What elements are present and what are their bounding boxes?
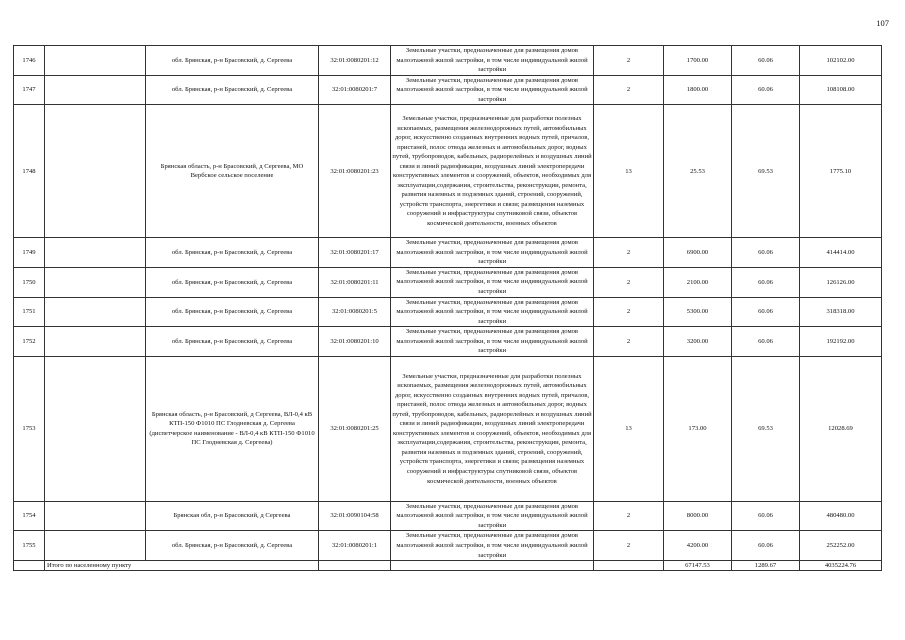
row-number-cell: 1753 — [14, 356, 45, 501]
land-use-cell: Земельные участки, предназначенные для размещения домов малоэтажной жилой застройки, в том числе индивидуальной жилой застройки — [391, 531, 594, 561]
total-value-cell: 4035224.76 — [800, 561, 882, 571]
cadastral-number-cell: 32:01:0080201:23 — [319, 105, 391, 238]
blank-cell — [45, 267, 146, 297]
rate-cell: 60.06 — [732, 238, 800, 268]
blank-cell — [45, 75, 146, 105]
cadastral-value-cell: 12028.69 — [800, 356, 882, 501]
address-cell: обл. Брянская, р-н Брасовский, д. Сергеева — [146, 297, 319, 327]
table-row — [14, 105, 882, 238]
cadastral-value-cell: 108108.00 — [800, 75, 882, 105]
page-number: 107 — [876, 18, 889, 28]
row-number-cell: 1752 — [14, 327, 45, 357]
address-cell: обл. Брянская, р-н Брасовский, д. Сергеева — [146, 267, 319, 297]
area-cell: 5300.00 — [664, 297, 732, 327]
cadastral-value-cell: 414414.00 — [800, 238, 882, 268]
area-cell: 1800.00 — [664, 75, 732, 105]
rate-cell: 60.06 — [732, 297, 800, 327]
land-use-cell: Земельные участки, предназначенные для размещения домов малоэтажной жилой застройки, в том числе индивидуальной жилой застройки — [391, 238, 594, 268]
blank-cell — [594, 561, 664, 571]
rate-cell: 69.53 — [732, 105, 800, 238]
blank-cell — [45, 531, 146, 561]
total-rate-cell: 1289.67 — [732, 561, 800, 571]
blank-cell — [45, 238, 146, 268]
cadastral-value-cell: 126126.00 — [800, 267, 882, 297]
cadastral-value-cell: 480480.00 — [800, 501, 882, 531]
area-cell: 6900.00 — [664, 238, 732, 268]
blank-cell — [45, 356, 146, 501]
land-use-cell: Земельные участки, предназначенные для размещения домов малоэтажной жилой застройки, в том числе индивидуальной жилой застройки — [391, 501, 594, 531]
cadastral-number-cell: 32:01:0080201:10 — [319, 327, 391, 357]
category-code-cell: 2 — [594, 327, 664, 357]
cadastral-number-cell: 32:01:0080201:25 — [319, 356, 391, 501]
rate-cell: 60.06 — [732, 46, 800, 76]
row-number-cell: 1750 — [14, 267, 45, 297]
blank-cell — [14, 561, 45, 571]
parcel-table — [13, 45, 882, 571]
address-cell: Брянская обл, р-н Брасовский, д Сергеева — [146, 501, 319, 531]
cadastral-number-cell: 32:01:0090104:58 — [319, 501, 391, 531]
category-code-cell: 13 — [594, 356, 664, 501]
row-number-cell: 1751 — [14, 297, 45, 327]
blank-cell — [45, 297, 146, 327]
cadastral-value-cell: 1775.10 — [800, 105, 882, 238]
table-row — [14, 238, 882, 268]
category-code-cell: 2 — [594, 46, 664, 76]
cadastral-value-cell: 192192.00 — [800, 327, 882, 357]
cadastral-value-cell: 102102.00 — [800, 46, 882, 76]
row-number-cell: 1749 — [14, 238, 45, 268]
table-row — [14, 267, 882, 297]
total-area-cell: 67147.53 — [664, 561, 732, 571]
cadastral-number-cell: 32:01:0080201:12 — [319, 46, 391, 76]
table-row — [14, 501, 882, 531]
area-cell: 3200.00 — [664, 327, 732, 357]
area-cell: 8000.00 — [664, 501, 732, 531]
address-cell: обл. Брянская, р-н Брасовский, д. Сергеева — [146, 75, 319, 105]
blank-cell — [45, 105, 146, 238]
area-cell: 25.53 — [664, 105, 732, 238]
table-row — [14, 327, 882, 357]
address-cell: Брянская область, р-н Брасовский, д Сергеева, МО Вербское сельское поселение — [146, 105, 319, 238]
row-number-cell: 1755 — [14, 531, 45, 561]
address-cell: обл. Брянская, р-н Брасовский, д. Сергеева — [146, 531, 319, 561]
land-use-cell: Земельные участки, предназначенные для размещения домов малоэтажной жилой застройки, в том числе индивидуальной жилой застройки — [391, 327, 594, 357]
cadastral-number-cell: 32:01:0080201:5 — [319, 297, 391, 327]
category-code-cell: 13 — [594, 105, 664, 238]
cadastral-value-cell: 318318.00 — [800, 297, 882, 327]
row-number-cell: 1746 — [14, 46, 45, 76]
blank-cell — [45, 501, 146, 531]
category-code-cell: 2 — [594, 297, 664, 327]
table-row — [14, 356, 882, 501]
table-row — [14, 46, 882, 76]
area-cell: 173.00 — [664, 356, 732, 501]
cadastral-value-cell: 252252.00 — [800, 531, 882, 561]
blank-cell — [45, 46, 146, 76]
category-code-cell: 2 — [594, 75, 664, 105]
category-code-cell: 2 — [594, 501, 664, 531]
rate-cell: 60.06 — [732, 531, 800, 561]
rate-cell: 60.06 — [732, 501, 800, 531]
address-cell: обл. Брянская, р-н Брасовский, д. Сергеева — [146, 238, 319, 268]
area-cell: 4200.00 — [664, 531, 732, 561]
land-use-cell: Земельные участки, предназначенные для разработки полезных ископаемых, размещения железнодорожных путей, автомобильных дорог, искусственно созданных внутренних водных путей, причалов, пристаней, полос отвода железных и автомобильных дорог, водных путей, трубопроводов, кабельных, радиорелейных и воздушных линий связи и линий радиофикации, воздушных линий электропередачи конструктивных элементов и сооружений, объектов, необходимых для эксплуатации,содержания, строительства, реконструкции, ремонта, развития наземных и подземных зданий, строений, сооружений, устройств транспорта, энергетики и связи; размещения наземных сооружений и инфраструктуры спутниковой связи, объектов космической деятельности, военных объектов — [391, 356, 594, 501]
category-code-cell: 2 — [594, 531, 664, 561]
row-number-cell: 1747 — [14, 75, 45, 105]
total-label: Итого по населенному пункту — [45, 561, 319, 571]
blank-cell — [319, 561, 391, 571]
blank-cell — [391, 561, 594, 571]
cadastral-number-cell: 32:01:0080201:17 — [319, 238, 391, 268]
address-cell: Брянская область, р-н Брасовский, д Сергеева, ВЛ-0,4 кВ КТП-150 Ф1010 ПС Глодневская д. Сергеева (диспетчерское наименование - ВЛ-0,4 кВ КТП-150 Ф1010 ПС Глодневская д. Сергеева) — [146, 356, 319, 501]
cadastral-number-cell: 32:01:0080201:11 — [319, 267, 391, 297]
row-number-cell: 1754 — [14, 501, 45, 531]
table-row — [14, 75, 882, 105]
cadastral-number-cell: 32:01:0080201:1 — [319, 531, 391, 561]
land-use-cell: Земельные участки, предназначенные для разработки полезных ископаемых, размещения железнодорожных путей, автомобильных дорог, искусственно созданных внутренних водных путей, причалов, пристаней, полос отвода железных и автомобильных дорог, водных путей, трубопроводов, кабельных, радиорелейных и воздушных линий связи и линий радиофикации, воздушных линий электропередачи конструктивных элементов и сооружений, объектов, необходимых для эксплуатации,содержания, строительства, реконструкции, ремонта, развития наземных и подземных зданий, строений, сооружений, устройств транспорта, энергетики и связи; размещения наземных сооружений и инфраструктуры спутниковой связи, объектов космической деятельности, военных объектов — [391, 105, 594, 238]
table-row — [14, 297, 882, 327]
address-cell: обл. Брянская, р-н Брасовский, д. Сергеева — [146, 327, 319, 357]
land-use-cell: Земельные участки, предназначенные для размещения домов малоэтажной жилой застройки, в том числе индивидуальной жилой застройки — [391, 75, 594, 105]
rate-cell: 60.06 — [732, 327, 800, 357]
land-use-cell: Земельные участки, предназначенные для размещения домов малоэтажной жилой застройки, в том числе индивидуальной жилой застройки — [391, 267, 594, 297]
rate-cell: 69.53 — [732, 356, 800, 501]
rate-cell: 60.06 — [732, 75, 800, 105]
land-use-cell: Земельные участки, предназначенные для размещения домов малоэтажной жилой застройки, в том числе индивидуальной жилой застройки — [391, 46, 594, 76]
address-cell: обл. Брянская, р-н Брасовский, д. Сергеева — [146, 46, 319, 76]
rate-cell: 60.06 — [732, 267, 800, 297]
table-row — [14, 531, 882, 561]
cadastral-number-cell: 32:01:0080201:7 — [319, 75, 391, 105]
row-number-cell: 1748 — [14, 105, 45, 238]
category-code-cell: 2 — [594, 238, 664, 268]
blank-cell — [45, 327, 146, 357]
area-cell: 2100.00 — [664, 267, 732, 297]
total-row — [14, 561, 882, 571]
land-use-cell: Земельные участки, предназначенные для размещения домов малоэтажной жилой застройки, в том числе индивидуальной жилой застройки — [391, 297, 594, 327]
category-code-cell: 2 — [594, 267, 664, 297]
area-cell: 1700.00 — [664, 46, 732, 76]
